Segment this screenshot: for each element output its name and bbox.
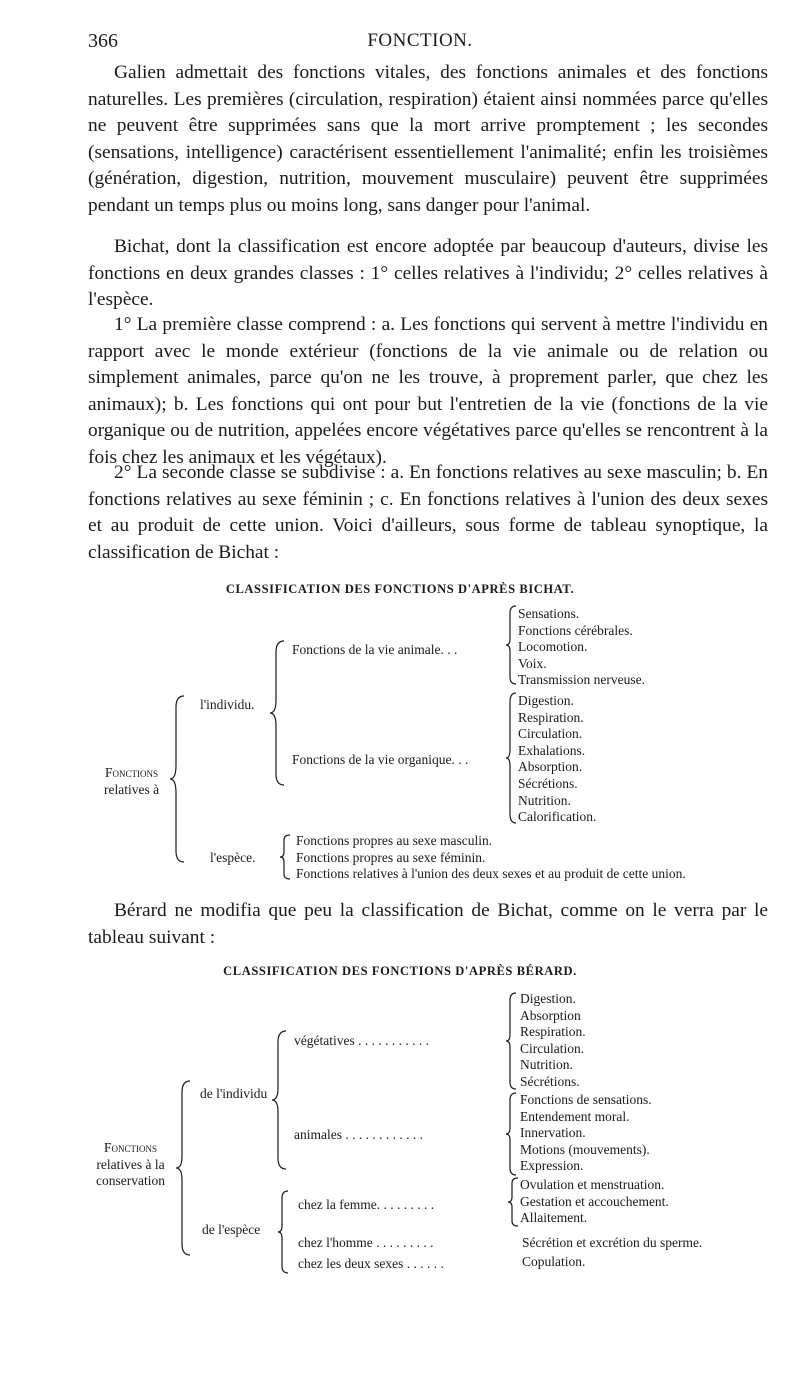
berard-animales-list bbox=[520, 1092, 652, 1175]
berard-table-title: CLASSIFICATION DES FONCTIONS D'APRÈS BÉRARD. bbox=[223, 964, 577, 978]
bichat-organique-item: Circulation. bbox=[518, 726, 583, 742]
bichat-table-title: CLASSIFICATION DES FONCTIONS D'APRÈS BICHAT. bbox=[225, 582, 575, 596]
bichat-organique-brace bbox=[506, 692, 518, 824]
berard-root-line: conservation bbox=[96, 1173, 165, 1189]
berard-femme-label: chez la femme. . . . . . . . . bbox=[298, 1197, 435, 1212]
bichat-organique-item: Exhalations. bbox=[518, 742, 586, 758]
paragraph-3: 1° La première classe comprend : a. Les fonctions qui servent à mettre l'individu en rapport avec le monde extérieur (fonctions de la vie animale ou de relation ou simplement animales, parce qu'on ne les trouve, à proprement parler, que chez les animaux); b. Les fonctions qui ont pour but l'entretien de la vie (fonctions de la vie organique ou de nutrition, appelées encore végétatives parce qu'elles se rencontrent à la fois chez les animaux et les végétaux). bbox=[88, 314, 768, 468]
berard-animales-item: Motions (mouvements). bbox=[520, 1141, 650, 1157]
bichat-organique-item: Digestion. bbox=[518, 693, 574, 708]
paragraph-bichat bbox=[88, 234, 768, 314]
berard-vegetatives-item: Nutrition. bbox=[520, 1057, 573, 1073]
berard-individu-label: de l'individu bbox=[200, 1086, 268, 1101]
berard-vegetatives-item: Circulation. bbox=[520, 1040, 585, 1056]
berard-espece-label: de l'espèce bbox=[202, 1222, 261, 1237]
bichat-animale-list bbox=[518, 606, 645, 689]
running-head: FONCTION. bbox=[367, 30, 473, 51]
berard-femme-item: Allaitement. bbox=[520, 1210, 588, 1226]
bichat-animale-item: Locomotion. bbox=[518, 639, 588, 655]
bichat-espece-item: Fonctions propres au sexe masculin. bbox=[296, 833, 493, 848]
berard-vegetatives-item: Sécrétions. bbox=[520, 1073, 580, 1089]
paragraph-2: Bichat, dont la classification est encore adoptée par beaucoup d'auteurs, divise les fonctions en deux grandes classes : 1° celles relatives à l'individu; 2° celles relatives à l'espèce. bbox=[88, 236, 768, 310]
bichat-root-line: relatives à bbox=[104, 781, 160, 797]
berard-homme-label: chez l'homme . . . . . . . . . bbox=[298, 1235, 434, 1250]
bichat-organique-item: Absorption. bbox=[518, 759, 583, 775]
paragraph-galien bbox=[88, 60, 768, 219]
bichat-animale-item: Fonctions cérébrales. bbox=[518, 622, 633, 638]
bichat-espece-label: l'espèce. bbox=[210, 850, 256, 865]
page-number: 366 bbox=[88, 30, 118, 52]
paragraph-berard bbox=[88, 898, 768, 951]
berard-root-label bbox=[96, 1140, 165, 1190]
berard-animales-label: animales . . . . . . . . . . . . bbox=[294, 1127, 423, 1142]
berard-vegetatives-label: végétatives . . . . . . . . . . . bbox=[294, 1033, 429, 1048]
bichat-animale-item: Transmission nerveuse. bbox=[518, 672, 645, 688]
bichat-root-label bbox=[104, 765, 159, 798]
berard-vegetatives-item: Respiration. bbox=[520, 1024, 586, 1040]
paragraph-1: Galien admettait des fonctions vitales, des fonctions animales et des fonctions naturelles. Les premières (circulation, respiration) étaient ainsi nommées parce qu'elles ne peuvent être supprimées sans que la mort arrive promptement ; les secondes (sensations, intelligence) caractérisent essentiellement l'animalité; enfin les troisièmes (génération, digestion, nutrition, mouvement musculaire) peuvent être supprimées pendant un temps plus ou moins long, sans danger pour l'animal. bbox=[88, 62, 768, 216]
berard-vegetatives-item: Digestion. bbox=[520, 991, 576, 1006]
bichat-animale-brace bbox=[506, 605, 518, 685]
berard-deux-item: Copulation. bbox=[522, 1254, 586, 1269]
berard-femme-list bbox=[520, 1177, 669, 1227]
berard-root-brace bbox=[178, 1080, 192, 1256]
bichat-animale-item: Voix. bbox=[518, 655, 547, 671]
berard-vegetatives-list bbox=[520, 991, 586, 1091]
berard-espece-brace bbox=[278, 1190, 290, 1274]
berard-animales-item: Entendement moral. bbox=[520, 1108, 630, 1124]
berard-vegetatives-brace bbox=[506, 992, 518, 1090]
berard-animales-item: Expression. bbox=[520, 1158, 584, 1174]
paragraph-seconde-classe bbox=[88, 460, 768, 566]
bichat-individu-label: l'individu. bbox=[200, 697, 255, 712]
bichat-organique-item: Respiration. bbox=[518, 709, 584, 725]
paragraph-5: Bérard ne modifia que peu la classification de Bichat, comme on le verra par le tableau suivant : bbox=[88, 900, 768, 948]
paragraph-4: 2° La seconde classe se subdivise : a. En fonctions relatives au sexe masculin; b. En fonctions relatives au sexe féminin ; c. En fonctions relatives à l'union des deux sexes et au produit de cette union. Voici d'ailleurs, sous forme de tableau synoptique, la classification de Bichat : bbox=[88, 462, 768, 563]
bichat-root-brace bbox=[172, 695, 186, 863]
bichat-organique-item: Sécrétions. bbox=[518, 775, 578, 791]
berard-root-line: relatives à la bbox=[96, 1156, 165, 1172]
bichat-animale-label: Fonctions de la vie animale. . . bbox=[292, 642, 458, 657]
bichat-organique-label: Fonctions de la vie organique. . . bbox=[292, 752, 469, 767]
bichat-espece-brace bbox=[280, 834, 292, 880]
bichat-animale-item: Sensations. bbox=[518, 606, 580, 621]
bichat-organique-list bbox=[518, 693, 596, 826]
bichat-organique-item: Calorification. bbox=[518, 809, 597, 825]
bichat-individu-brace bbox=[272, 640, 286, 786]
berard-femme-item: Gestation et accouchement. bbox=[520, 1193, 669, 1209]
bichat-root-line: Fonctions bbox=[105, 765, 159, 780]
berard-animales-item: Innervation. bbox=[520, 1125, 586, 1141]
bichat-espece-item: Fonctions relatives à l'union des deux sexes et au produit de cette union. bbox=[296, 866, 686, 882]
berard-root-line: Fonctions bbox=[103, 1140, 157, 1155]
berard-animales-brace bbox=[506, 1092, 518, 1176]
bichat-espece-list bbox=[296, 833, 686, 883]
berard-femme-item: Ovulation et menstruation. bbox=[520, 1177, 665, 1192]
berard-individu-brace bbox=[274, 1030, 288, 1170]
berard-deux-label: chez les deux sexes . . . . . . bbox=[298, 1256, 444, 1271]
berard-femme-brace bbox=[508, 1177, 520, 1227]
bichat-espece-item: Fonctions propres au sexe féminin. bbox=[296, 849, 486, 865]
berard-homme-item: Sécrétion et excrétion du sperme. bbox=[522, 1235, 703, 1250]
bichat-organique-item: Nutrition. bbox=[518, 792, 571, 808]
berard-vegetatives-item: Absorption bbox=[520, 1007, 581, 1023]
berard-animales-item: Fonctions de sensations. bbox=[520, 1092, 652, 1107]
paragraph-premiere-classe bbox=[88, 312, 768, 471]
